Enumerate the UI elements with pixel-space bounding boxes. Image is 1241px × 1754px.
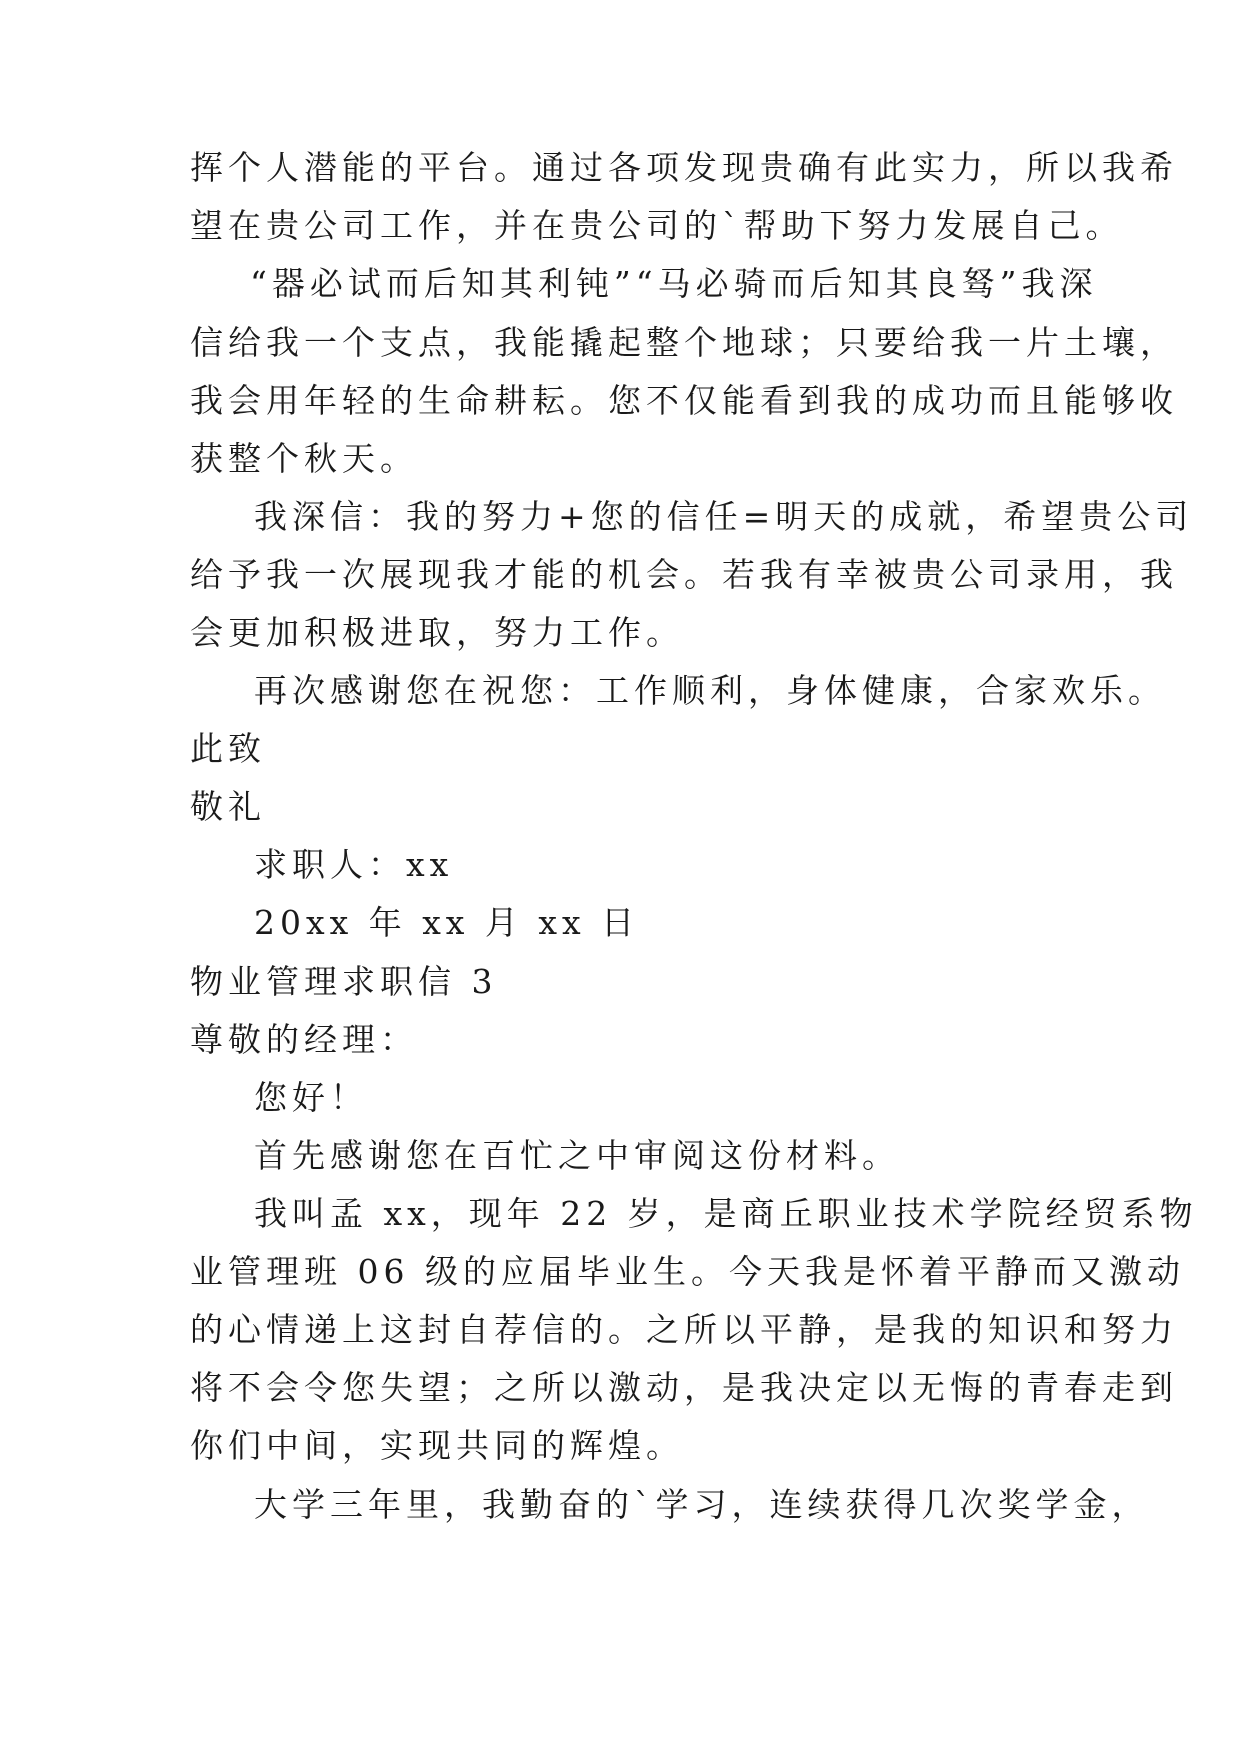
body-text-line: 业管理班 06 级的应届毕业生。今天我是怀着平静而又激动 <box>190 1252 1185 1291</box>
paragraph-first-line: 我深信：我的努力+您的信任=明天的成就，希望贵公司 <box>254 497 1194 536</box>
body-text-line: 会更加积极进取，努力工作。 <box>190 613 684 652</box>
paragraph-first-line: 首先感谢您在百忙之中审阅这份材料。 <box>254 1136 900 1175</box>
paragraph-first-line: “器必试而后知其利钝”“马必骑而后知其良驽”我深 <box>250 264 1098 303</box>
body-text-line: 信给我一个支点，我能撬起整个地球；只要给我一片土壤， <box>190 323 1178 362</box>
body-text-line: 的心情递上这封自荐信的。之所以平静，是我的知识和努力 <box>190 1310 1178 1349</box>
closing-line: 此致 <box>190 729 266 768</box>
date-line: 20xx 年 xx 月 xx 日 <box>254 903 640 942</box>
body-text-line: 我会用年轻的生命耕耘。您不仅能看到我的成功而且能够收 <box>190 381 1178 420</box>
section-title: 物业管理求职信 3 <box>190 962 498 1001</box>
paragraph-first-line: 再次感谢您在祝您：工作顺利，身体健康，合家欢乐。 <box>254 671 1166 710</box>
body-text-line: 获整个秋天。 <box>190 439 418 478</box>
body-text-line: 将不会令您失望；之所以激动，是我决定以无悔的青春走到 <box>190 1368 1178 1407</box>
body-text-line: 你们中间，实现共同的辉煌。 <box>190 1426 684 1465</box>
paragraph-first-line: 我叫孟 xx，现年 22 岁，是商丘职业技术学院经贸系物 <box>254 1194 1198 1233</box>
body-text-line: 给予我一次展现我才能的机会。若我有幸被贵公司录用，我 <box>190 555 1178 594</box>
paragraph-first-line: 大学三年里，我勤奋的`学习，连续获得几次奖学金， <box>254 1485 1150 1524</box>
greeting: 您好！ <box>254 1078 368 1117</box>
signature-line: 求职人：xx <box>254 845 454 884</box>
body-text-line: 挥个人潜能的平台。通过各项发现贵确有此实力，所以我希 <box>190 148 1178 187</box>
body-text-line: 望在贵公司工作，并在贵公司的`帮助下努力发展自己。 <box>190 206 1124 245</box>
salutation: 尊敬的经理： <box>190 1020 418 1059</box>
closing-line: 敬礼 <box>190 787 266 826</box>
